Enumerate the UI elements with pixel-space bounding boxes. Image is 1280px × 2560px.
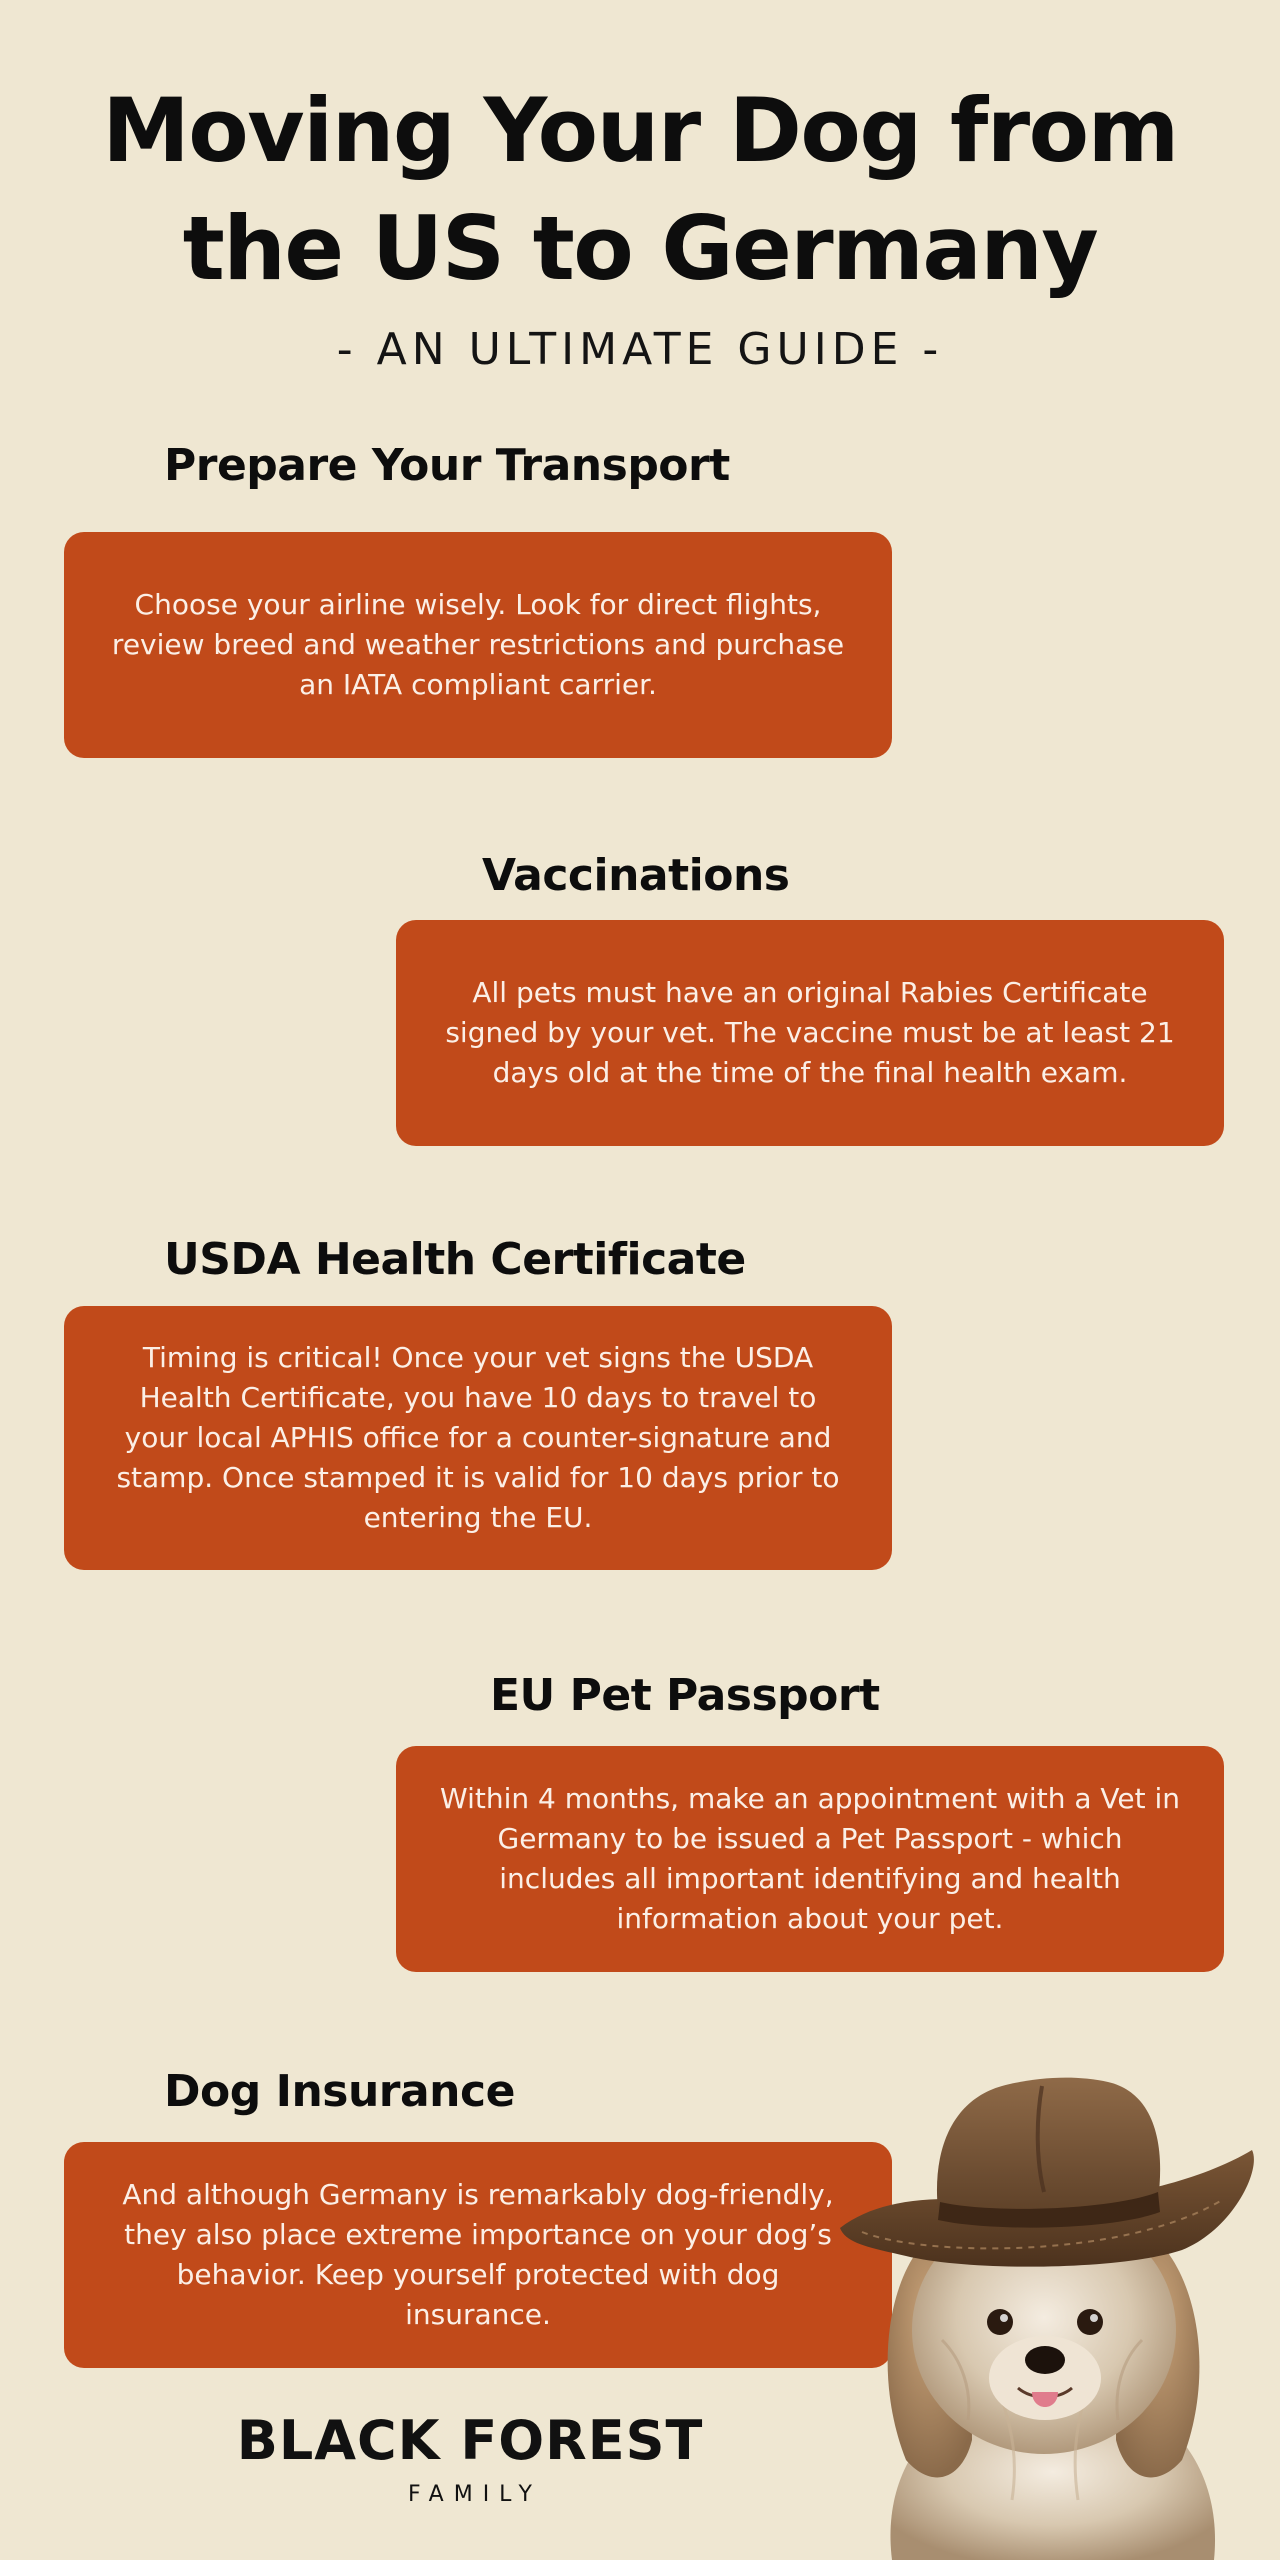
section-heading-usda: USDA Health Certificate: [164, 1234, 746, 1285]
page-title: Moving Your Dog from the US to Germany: [102, 79, 1178, 300]
section-text-insurance: And although Germany is remarkably dog-friendly, they also place extreme importance on your dog’s behavior. Keep yourself protected with dog insurance.: [122, 2178, 834, 2331]
section-text-usda: Timing is critical! Once your vet signs the USDA Health Certificate, you have 10 days to travel to your local APHIS office for a counter-signature and stamp. Once stamped it is valid for 10 days prior to entering the EU.: [116, 1341, 840, 1534]
section-heading-passport: EU Pet Passport: [490, 1670, 880, 1721]
logo-name: BLACK FOREST: [236, 2409, 704, 2472]
section-heading-transport: Prepare Your Transport: [164, 440, 730, 491]
section-text-passport: Within 4 months, make an appointment with a Vet in Germany to be issued a Pet Passport - which includes all important identifying and health information about your pet.: [440, 1782, 1181, 1935]
page-subtitle: - AN ULTIMATE GUIDE -: [336, 324, 944, 375]
brand-logo: [230, 2410, 710, 2510]
section-text-transport: Choose your airline wisely. Look for direct flights, review breed and weather restrictions and purchase an IATA compliant carrier.: [111, 588, 845, 701]
dog-in-cowboy-hat-icon: [822, 2060, 1262, 2560]
section-box-passport: [396, 1746, 1224, 1972]
section-text-vaccinations: All pets must have an original Rabies Certificate signed by your vet. The vaccine must be at least 21 days old at the time of the final health exam.: [445, 976, 1175, 1089]
section-heading-insurance: Dog Insurance: [164, 2066, 515, 2117]
section-heading-vaccinations: Vaccinations: [482, 850, 790, 901]
section-box-transport: [64, 532, 892, 758]
section-box-usda: [64, 1306, 892, 1570]
logo-subtitle: FAMILY: [408, 2482, 542, 2507]
section-box-vaccinations: [396, 920, 1224, 1146]
section-box-insurance: [64, 2142, 892, 2368]
